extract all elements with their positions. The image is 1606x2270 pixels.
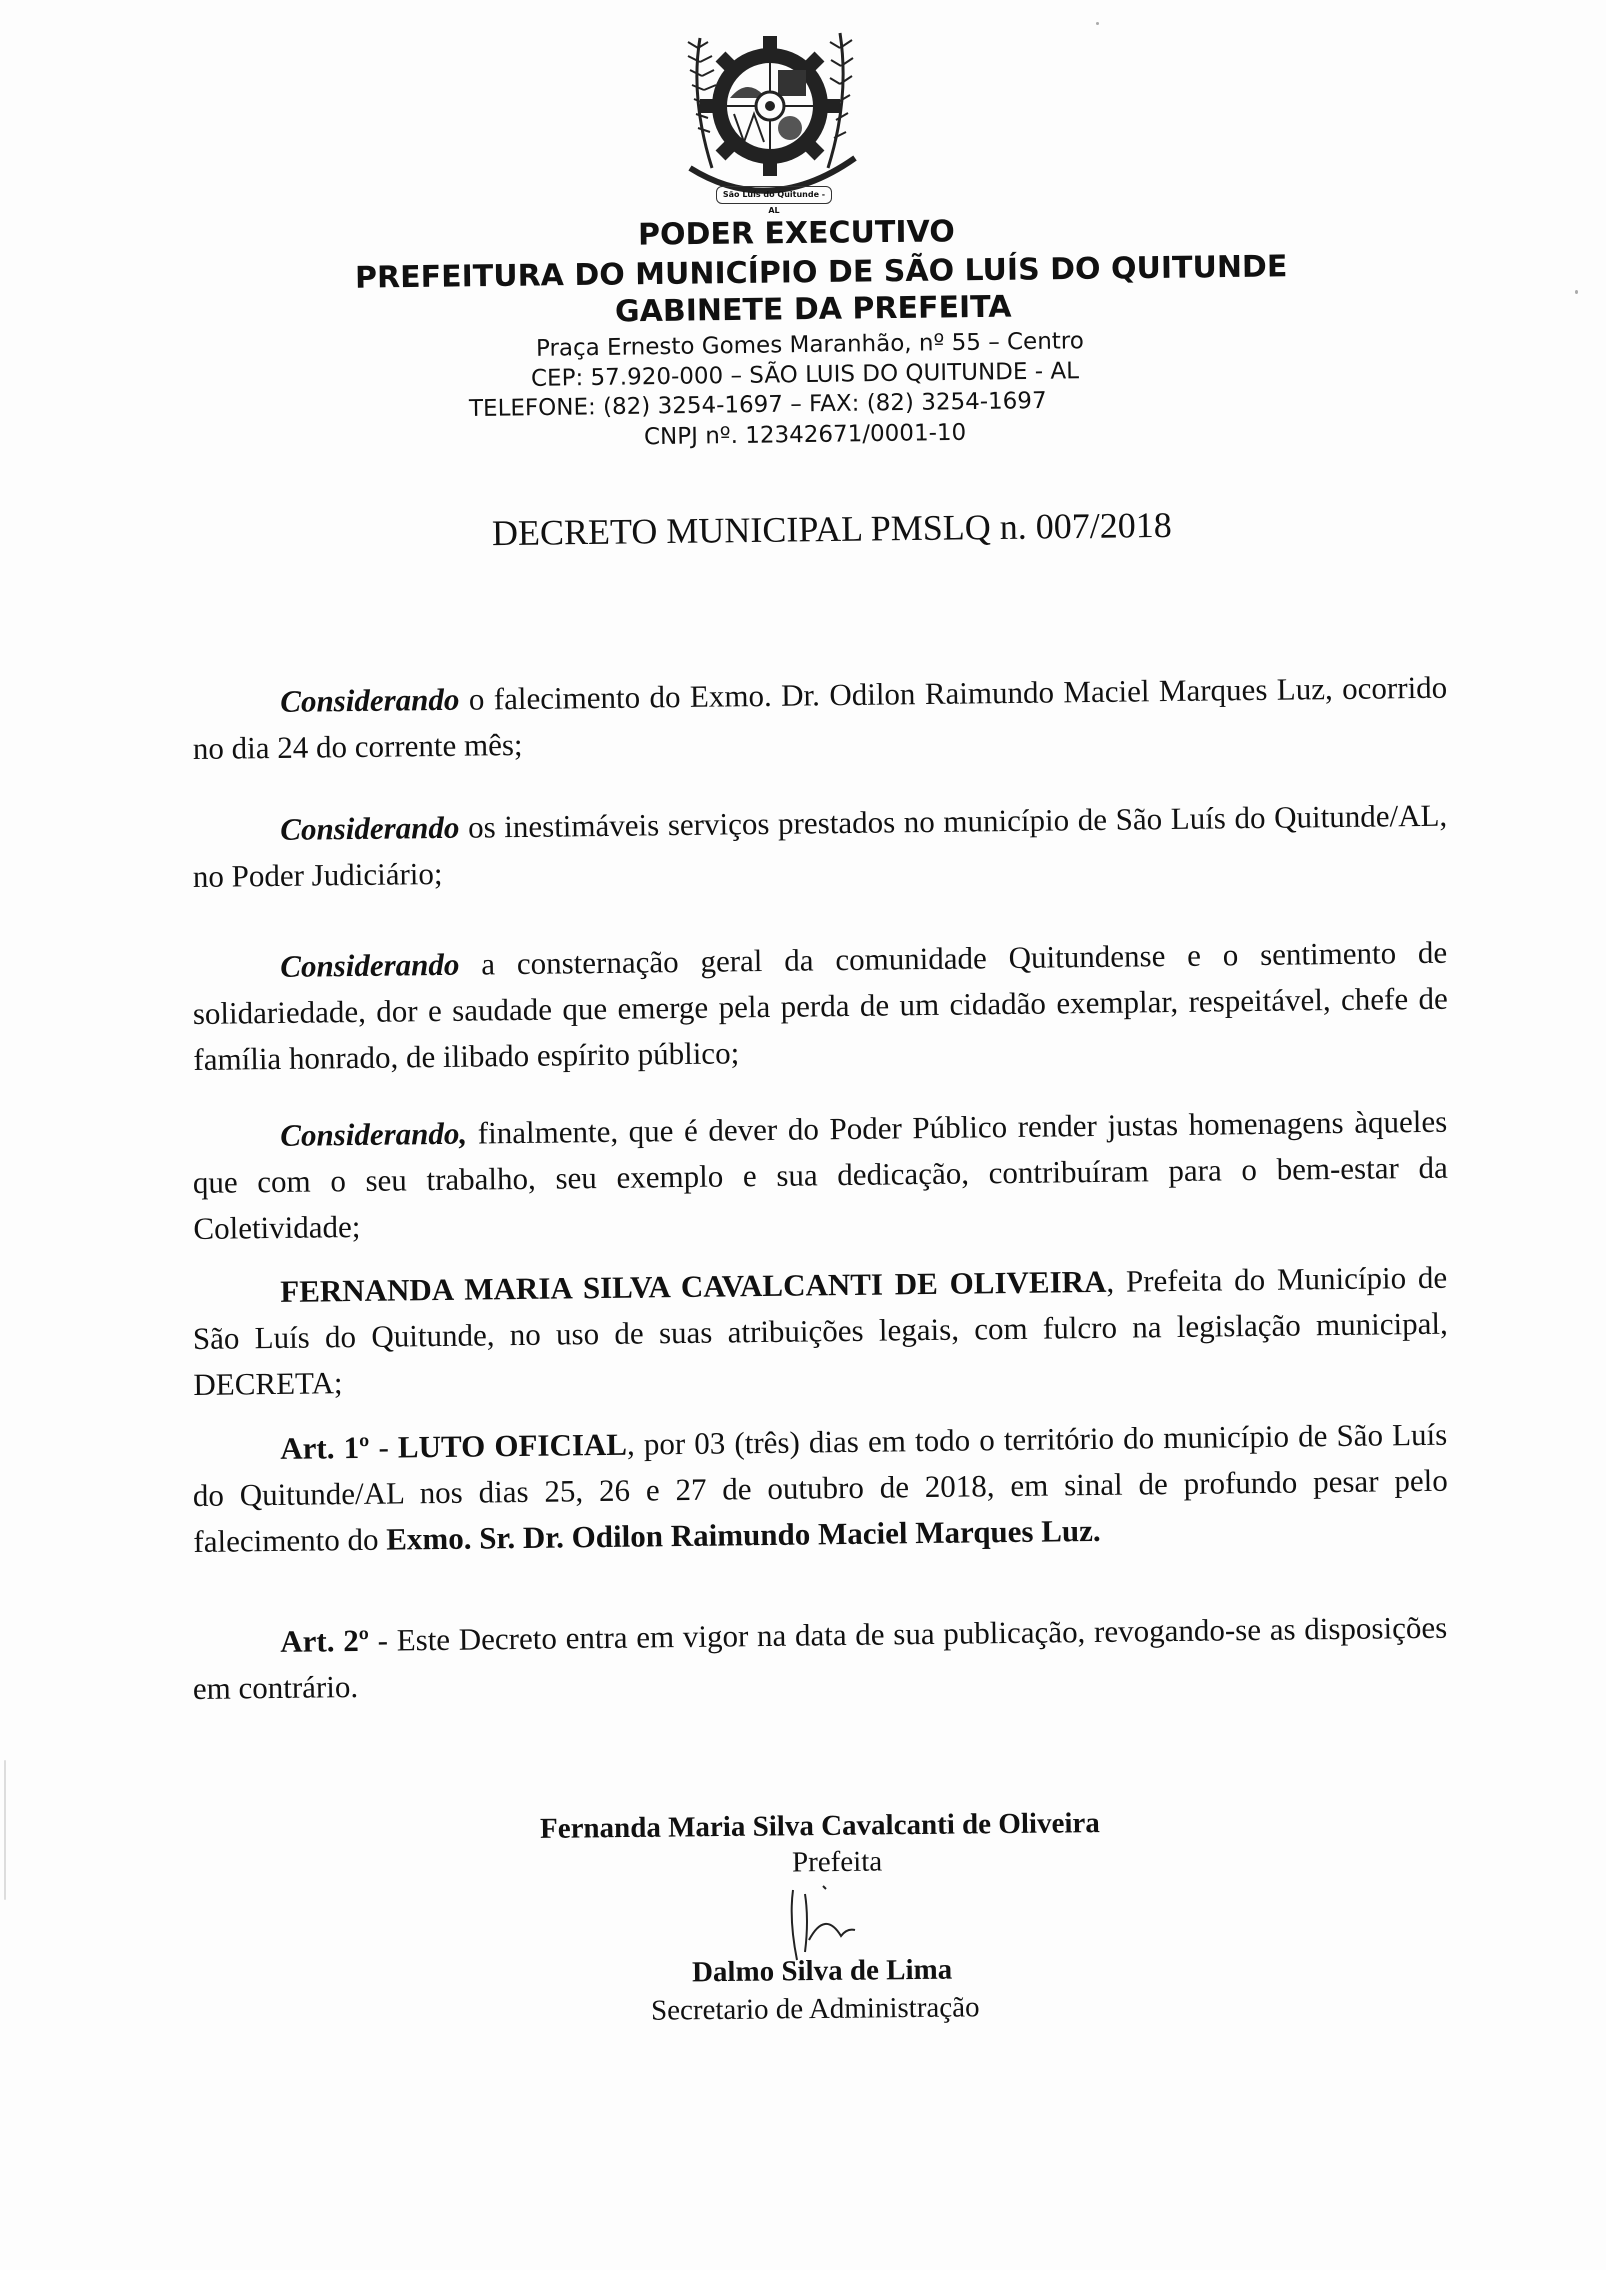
crest-banner: São Luís do Quitunde - AL xyxy=(716,186,832,204)
article-1-label: Art. 1º xyxy=(280,1429,370,1466)
paragraph-decreta xyxy=(192,1255,1449,1408)
header-municipality: PREFEITURA DO MUNICÍPIO DE SÃO LUÍS DO QUITUNDE xyxy=(354,249,1288,296)
paragraph-text: os inestimáveis serviços prestados no município de São Luís do Quitunde/AL, no Poder Judiciário; xyxy=(192,797,1448,894)
paragraph-text: , por 03 (três) dias em todo o território do município de São Luís do Quitunde/AL nos dias 25, 26 e 27 de outubro de 2018, em sinal de profundo pesar pelo falecimento do xyxy=(192,1416,1448,1559)
signatory-secretary-name: Dalmo Silva de Lima xyxy=(691,1953,953,1989)
header-phone: TELEFONE: (82) 3254-1697 – FAX: (82) 3254-1697 xyxy=(468,387,1047,423)
header-cep: CEP: 57.920-000 – SÃO LUIS DO QUITUNDE - AL xyxy=(530,358,1080,392)
considerando-label: Considerando xyxy=(280,946,460,984)
considerando-label: Considerando xyxy=(280,809,460,847)
signatory-mayor-name: Fernanda Maria Silva Cavalcanti de Oliveira xyxy=(539,1807,1100,1845)
considerando-label: Considerando, xyxy=(280,1115,468,1153)
header-branch: PODER EXECUTIVO xyxy=(637,214,955,253)
paragraph-text: o falecimento do Exmo. Dr. Odilon Raimundo Maciel Marques Luz, ocorrido no dia 24 do corrente mês; xyxy=(192,669,1448,766)
paragraph-text: a consternação geral da comunidade Quitundense e o sentimento de solidariedade, dor e saudade que emerge pela perda de um cidadão exemplar, respeitável, chefe de família honrado, de ilibado espírito público; xyxy=(192,934,1448,1077)
mayor-name: FERNANDA MARIA SILVA CAVALCANTI DE OLIVEIRA xyxy=(280,1263,1107,1309)
header-cnpj: CNPJ nº. 12342671/0001-10 xyxy=(643,419,967,451)
decree-title: DECRETO MUNICIPAL PMSLQ n. 007/2018 xyxy=(491,504,1172,554)
considerando-label: Considerando xyxy=(280,681,460,719)
paragraph-considerando-3 xyxy=(192,930,1449,1083)
article-1 xyxy=(192,1412,1449,1565)
paragraph-text: - Este Decreto entra em vigor na data de sua publicação, revogando-se as disposições em contrário. xyxy=(192,1609,1448,1706)
scan-speck xyxy=(1575,290,1578,294)
article-2-label: Art. 2º xyxy=(280,1622,370,1659)
paragraph-text: , Prefeita do Município de São Luís do Quitunde, no uso de suas atribuições legais, com fulcro na legislação municipal, DECRETA; xyxy=(192,1259,1448,1402)
article-1-honoree: Exmo. Sr. Dr. Odilon Raimundo Maciel Marques Luz. xyxy=(385,1512,1101,1557)
scan-edge-mark xyxy=(4,1760,6,1900)
header-office: GABINETE DA PREFEITA xyxy=(614,289,1012,330)
paragraph-considerando-4 xyxy=(192,1099,1449,1252)
article-2 xyxy=(192,1605,1448,1712)
article-1-separator: - xyxy=(369,1429,399,1465)
article-1-heading: LUTO OFICIAL xyxy=(397,1426,628,1465)
paragraph-considerando-2 xyxy=(192,793,1448,900)
header-address: Praça Ernesto Gomes Maranhão, nº 55 – Centro xyxy=(535,328,1085,362)
signatory-mayor-role: Prefeita xyxy=(791,1845,883,1879)
scan-speck xyxy=(1096,22,1099,25)
paragraph-considerando-1 xyxy=(192,665,1448,772)
signatory-secretary-role: Secretario de Administração xyxy=(650,1991,980,2027)
paragraph-text: finalmente, que é dever do Poder Público render justas homenagens àqueles que com o seu trabalho, seu exemplo e sua dedicação, contribuíram para o bem-estar da Coletividade; xyxy=(192,1103,1448,1246)
